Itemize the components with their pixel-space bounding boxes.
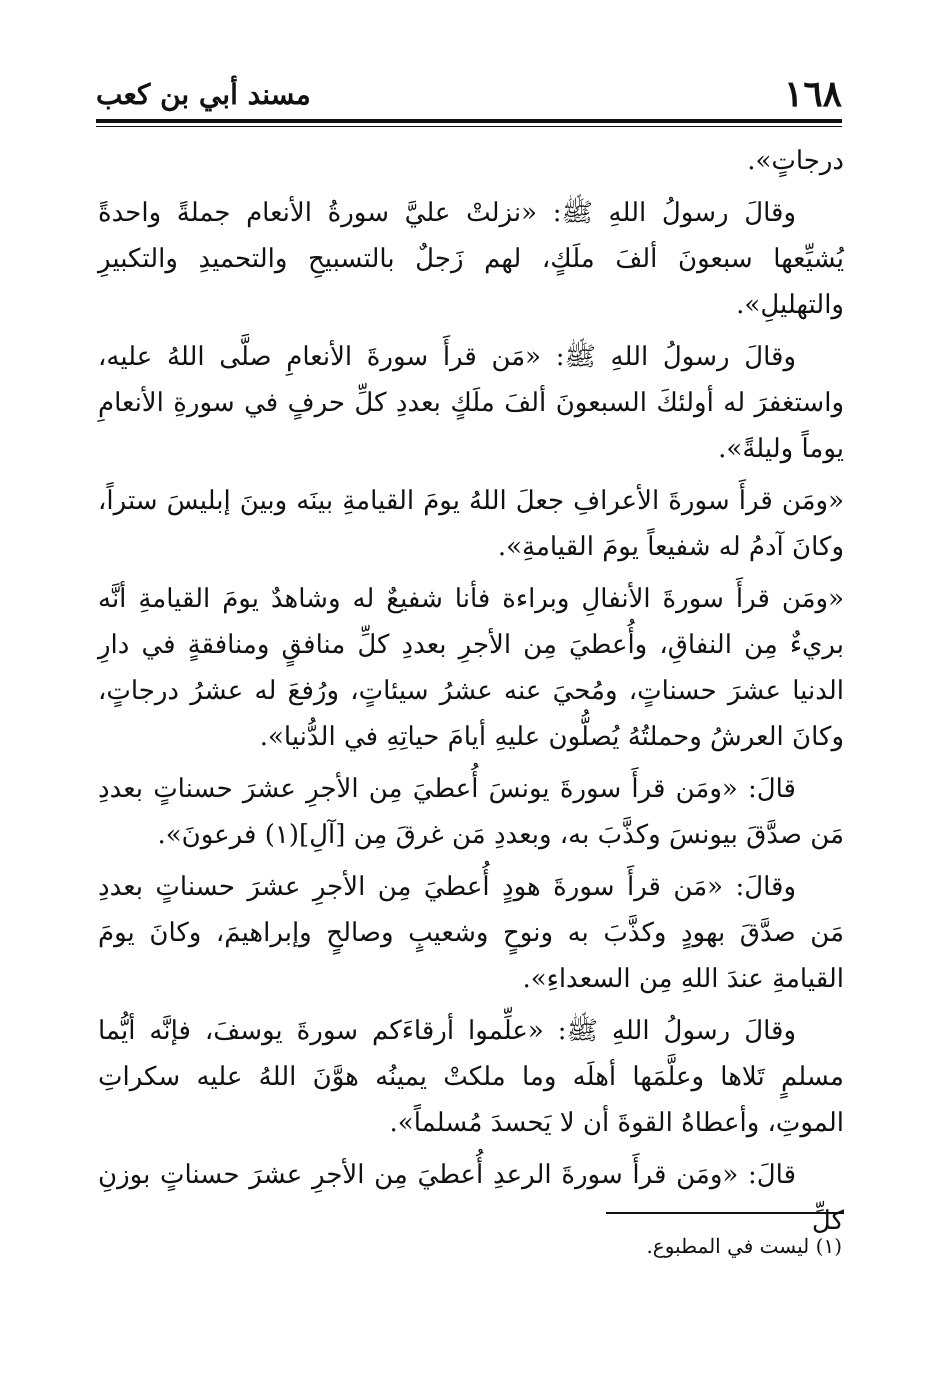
- footnote-rule: [606, 1212, 844, 1214]
- page-number: ١٦٨: [783, 73, 842, 115]
- header-rule-thick: [96, 119, 842, 123]
- paragraph-2: وقالَ رسولُ اللهِ ﷺ: «نزلتْ عليَّ سورةُ الأنعام جملةً واحدةً يُشيِّعها سبعونَ ألفَ ملَكٍ، لهم زَجلٌ بالتسبيحِ والتحميدِ والتكبيرِ والتهليلِ».: [98, 198, 844, 320]
- paragraph-7: وقالَ: «مَن قرأَ سورةَ هودٍ أُعطيَ مِن الأجرِ عشرَ حسناتٍ بعددِ مَن صدَّقَ بهودٍ وكذَّبَ به ونوحٍ وشعيبٍ وصالحٍ وإبراهيمَ، وكانَ يومَ القيامةِ عندَ اللهِ مِن السعداءِ».: [98, 872, 844, 994]
- header-rule-thin: [96, 126, 842, 127]
- paragraph-1: درجاتٍ».: [747, 146, 844, 176]
- footnote: (١) ليست في المطبوع.: [646, 1234, 842, 1258]
- running-title: مسند أبي بن كعب: [96, 78, 311, 111]
- paragraph-6: قالَ: «ومَن قرأَ سورةَ يونسَ أُعطيَ مِن الأجرِ عشرَ حسناتٍ بعددِ مَن صدَّقَ بيونسَ وكذَّبَ به، وبعددِ مَن غرقَ مِن [آلِ](١) فرعونَ».: [98, 774, 844, 850]
- paragraph-8: وقالَ رسولُ اللهِ ﷺ: «علِّموا أرقاءَكم سورةَ يوسفَ، فإنَّه أيُّما مسلمٍ تَلاها وعلَّمَها أهلَه وما ملكتْ يمينُه هوَّنَ اللهُ عليه سكراتِ الموتِ، وأعطاهُ القوةَ أن لا يَحسدَ مُسلماً».: [98, 1016, 844, 1138]
- paragraph-4: «ومَن قرأَ سورةَ الأعرافِ جعلَ اللهُ يومَ القيامةِ بينَه وبينَ إبليسَ ستراً، وكانَ آدمُ له شفيعاً يومَ القيامةِ».: [98, 486, 844, 562]
- page-header: [96, 68, 842, 115]
- main-text: [98, 138, 844, 1250]
- paragraph-9: قالَ: «ومَن قرأَ سورةَ الرعدِ أُعطيَ مِن الأجرِ عشرَ حسناتٍ بوزنِ كلِّ: [98, 1160, 844, 1236]
- paragraph-5: «ومَن قرأَ سورةَ الأنفالِ وبراءة فأنا شفيعٌ له وشاهدٌ يومَ القيامةِ أنَّه بريءٌ مِن النفاقِ، وأُعطيَ مِن الأجرِ بعددِ كلِّ منافقٍ ومنافقةٍ في دارِ الدنيا عشرَ حسناتٍ، ومُحيَ عنه عشرُ سيئاتٍ، ورُفعَ له عشرُ درجاتٍ، وكانَ العرشُ وحملتُهُ يُصلُّون عليهِ أيامَ حياتِهِ في الدُّنيا».: [98, 584, 844, 752]
- paragraph-3: وقالَ رسولُ اللهِ ﷺ: «مَن قرأَ سورةَ الأنعامِ صلَّى اللهُ عليه، واستغفرَ له أولئكَ السبعونَ ألفَ ملَكٍ بعددِ كلِّ حرفٍ في سورةِ الأنعامِ يوماً وليلةً».: [98, 342, 844, 464]
